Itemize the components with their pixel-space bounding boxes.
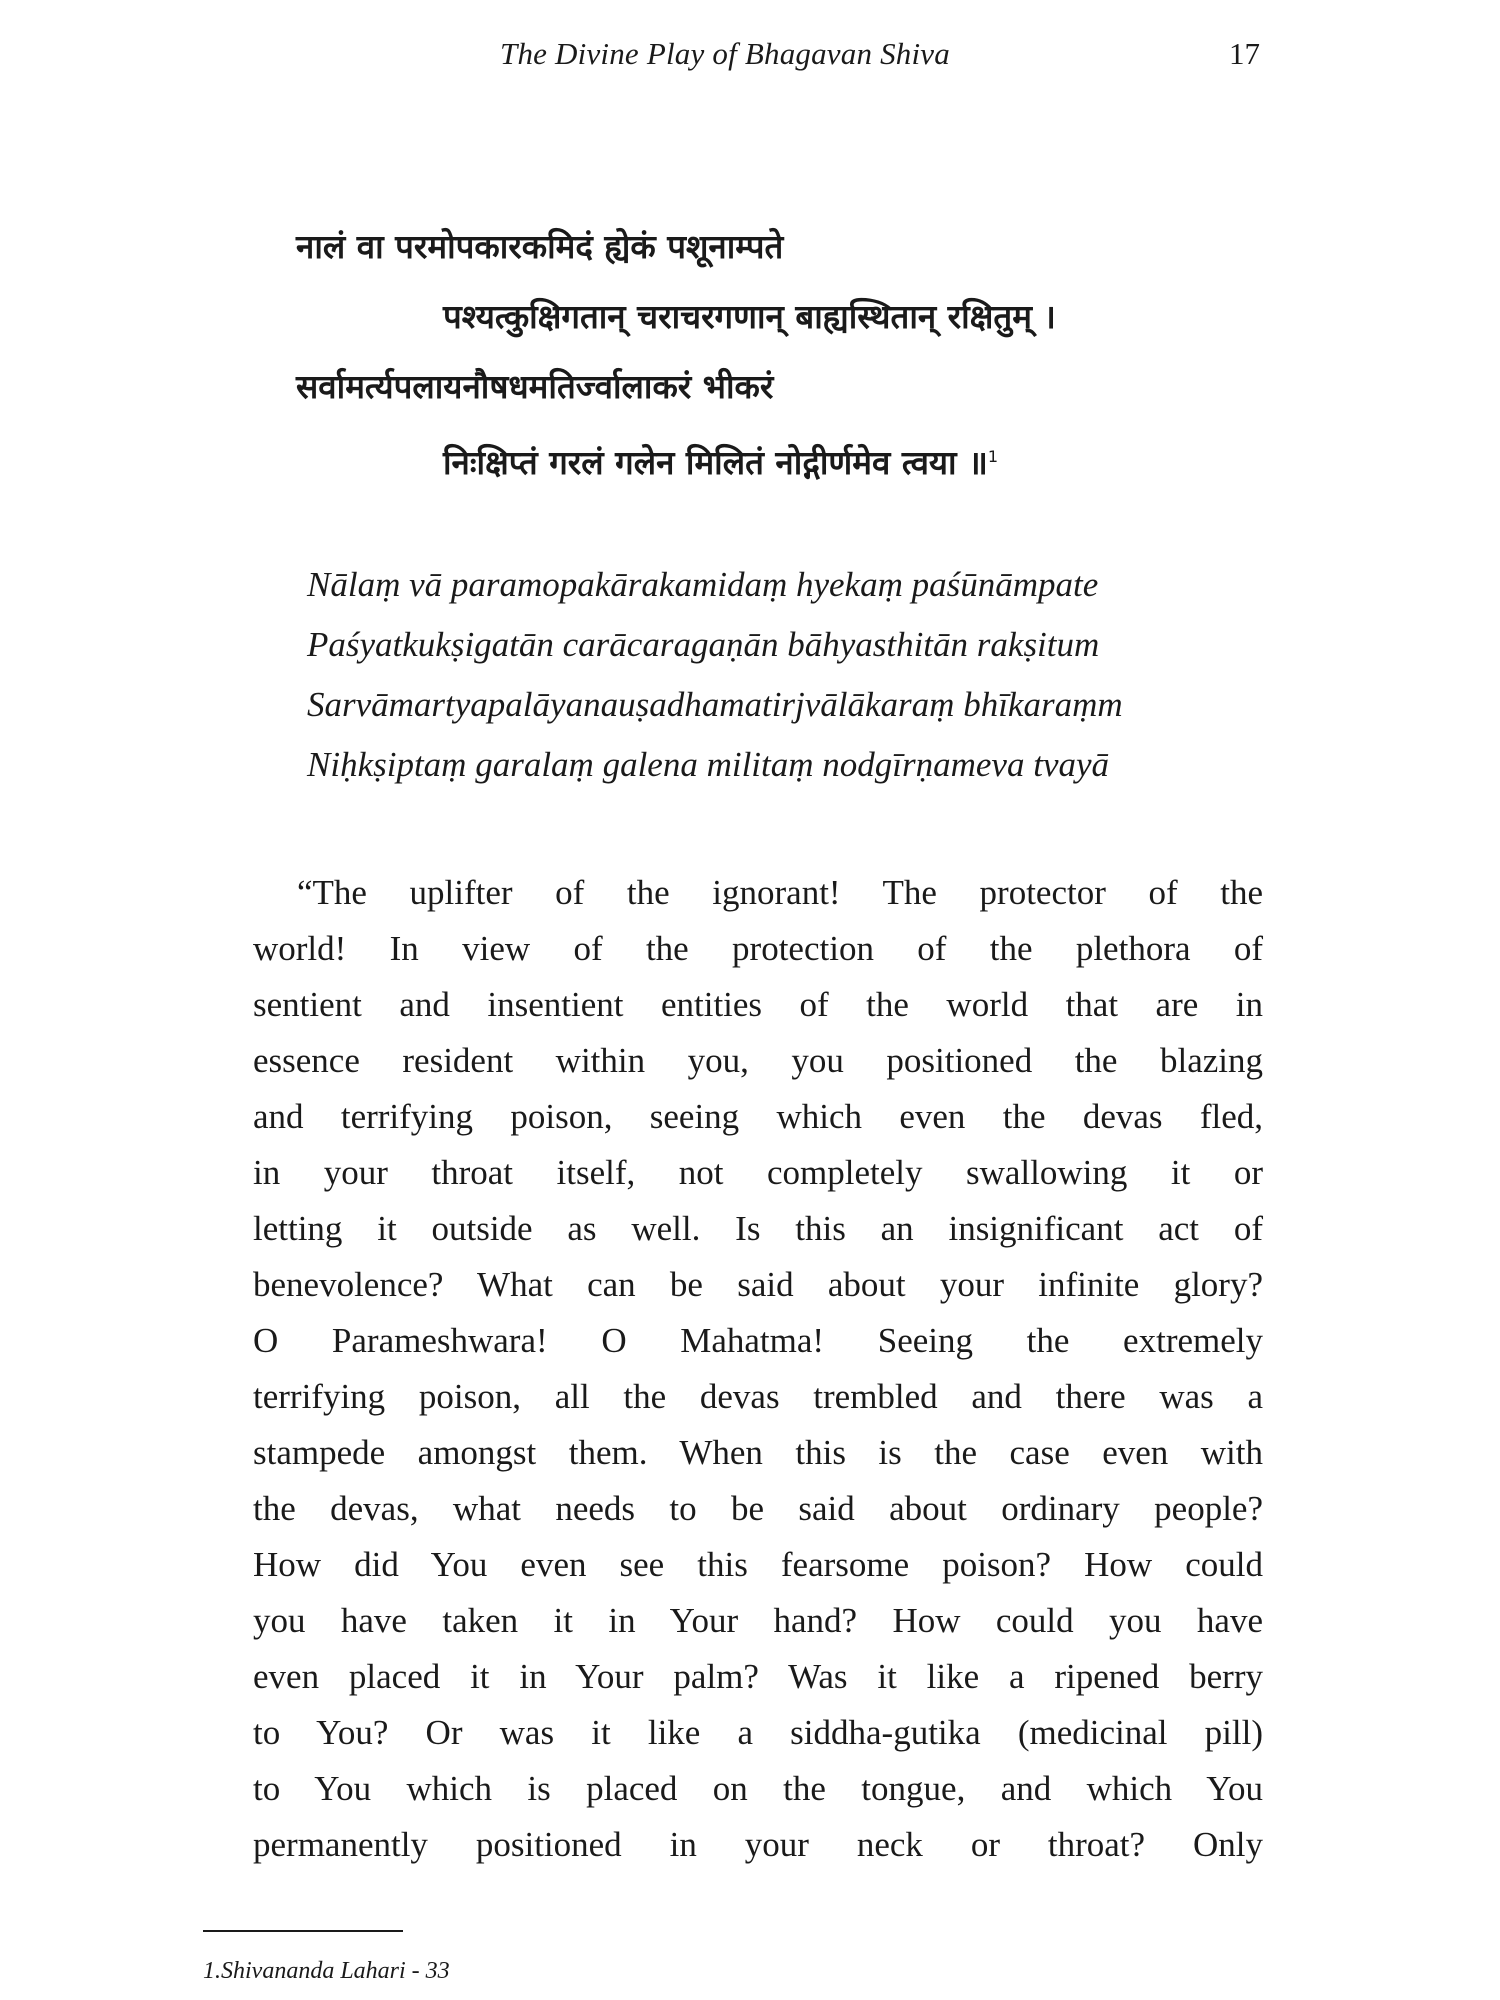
paragraph-line: O Parameshwara! O Mahatma! Seeing the extremely: [253, 1321, 1263, 1360]
running-header: [0, 36, 1500, 76]
verse-line: नालं वा परमोपकारकमिदं ह्येकं पशूनाम्पते: [296, 227, 784, 266]
verse-line-text: निःक्षिप्तं गरलं गलेन मिलितं नोद्गीर्णमेव त्वया ॥: [443, 443, 988, 482]
paragraph-line: the devas, what needs to be said about ordinary people?: [253, 1489, 1263, 1528]
paragraph-line: benevolence? What can be said about your infinite glory?: [253, 1265, 1263, 1304]
transliteration-line: Niḥkṣiptaṃ garalaṃ galena militaṃ nodgīrṇameva tvayā: [307, 745, 1110, 784]
paragraph-line: permanently positioned in your neck or throat? Only: [253, 1825, 1263, 1864]
transliteration-line: Paśyatkukṣigatān carācaragaṇān bāhyasthitān rakṣitum: [307, 625, 1100, 664]
footnote-marker: 1: [987, 447, 999, 466]
paragraph-line: world! In view of the protection of the plethora of: [253, 929, 1263, 968]
running-title: The Divine Play of Bhagavan Shiva: [500, 36, 950, 71]
paragraph-line: “The uplifter of the ignorant! The protector of the: [297, 873, 1263, 912]
paragraph-line: letting it outside as well. Is this an insignificant act of: [253, 1209, 1263, 1248]
paragraph-line: How did You even see this fearsome poison? How could: [253, 1545, 1263, 1584]
paragraph-line: you have taken it in Your hand? How could you have: [253, 1601, 1263, 1640]
sanskrit-verse: [296, 212, 1196, 498]
paragraph-line: stampede amongst them. When this is the case even with: [253, 1433, 1263, 1472]
paragraph-line: terrifying poison, all the devas trembled and there was a: [253, 1377, 1263, 1416]
paragraph-line: to You? Or was it like a siddha-gutika (medicinal pill): [253, 1713, 1263, 1752]
footnote: 1.Shivananda Lahari - 33: [203, 1958, 450, 1984]
paragraph-line: essence resident within you, you positioned the blazing: [253, 1041, 1263, 1080]
paragraph-line: even placed it in Your palm? Was it like a ripened berry: [253, 1657, 1263, 1696]
commentary-paragraph: [253, 865, 1263, 1873]
paragraph-line: sentient and insentient entities of the world that are in: [253, 985, 1263, 1024]
footnote-divider: [203, 1930, 403, 1932]
paragraph-line: to You which is placed on the tongue, and which You: [253, 1769, 1263, 1808]
paragraph-line: in your throat itself, not completely swallowing it or: [253, 1153, 1263, 1192]
transliteration-line: Nālaṃ vā paramopakārakamidaṃ hyekaṃ paśūnāmpate: [307, 565, 1099, 604]
verse-line: पश्यत्कुक्षिगतान् चराचरगणान् बाह्यस्थितान् रक्षितुम् ।: [443, 297, 1056, 336]
transliteration-line: Sarvāmartyapalāyanauṣadhamatirjvālākaraṃ bhīkaraṃm: [307, 685, 1123, 724]
paragraph-line: and terrifying poison, seeing which even the devas fled,: [253, 1097, 1263, 1136]
verse-line: [296, 422, 1196, 498]
verse-line: सर्वामर्त्यपलायनौषधमतिर्ज्वालाकरं भीकरं: [296, 367, 774, 406]
page-number: 17: [1229, 36, 1260, 71]
transliteration-verse: [307, 555, 1247, 795]
